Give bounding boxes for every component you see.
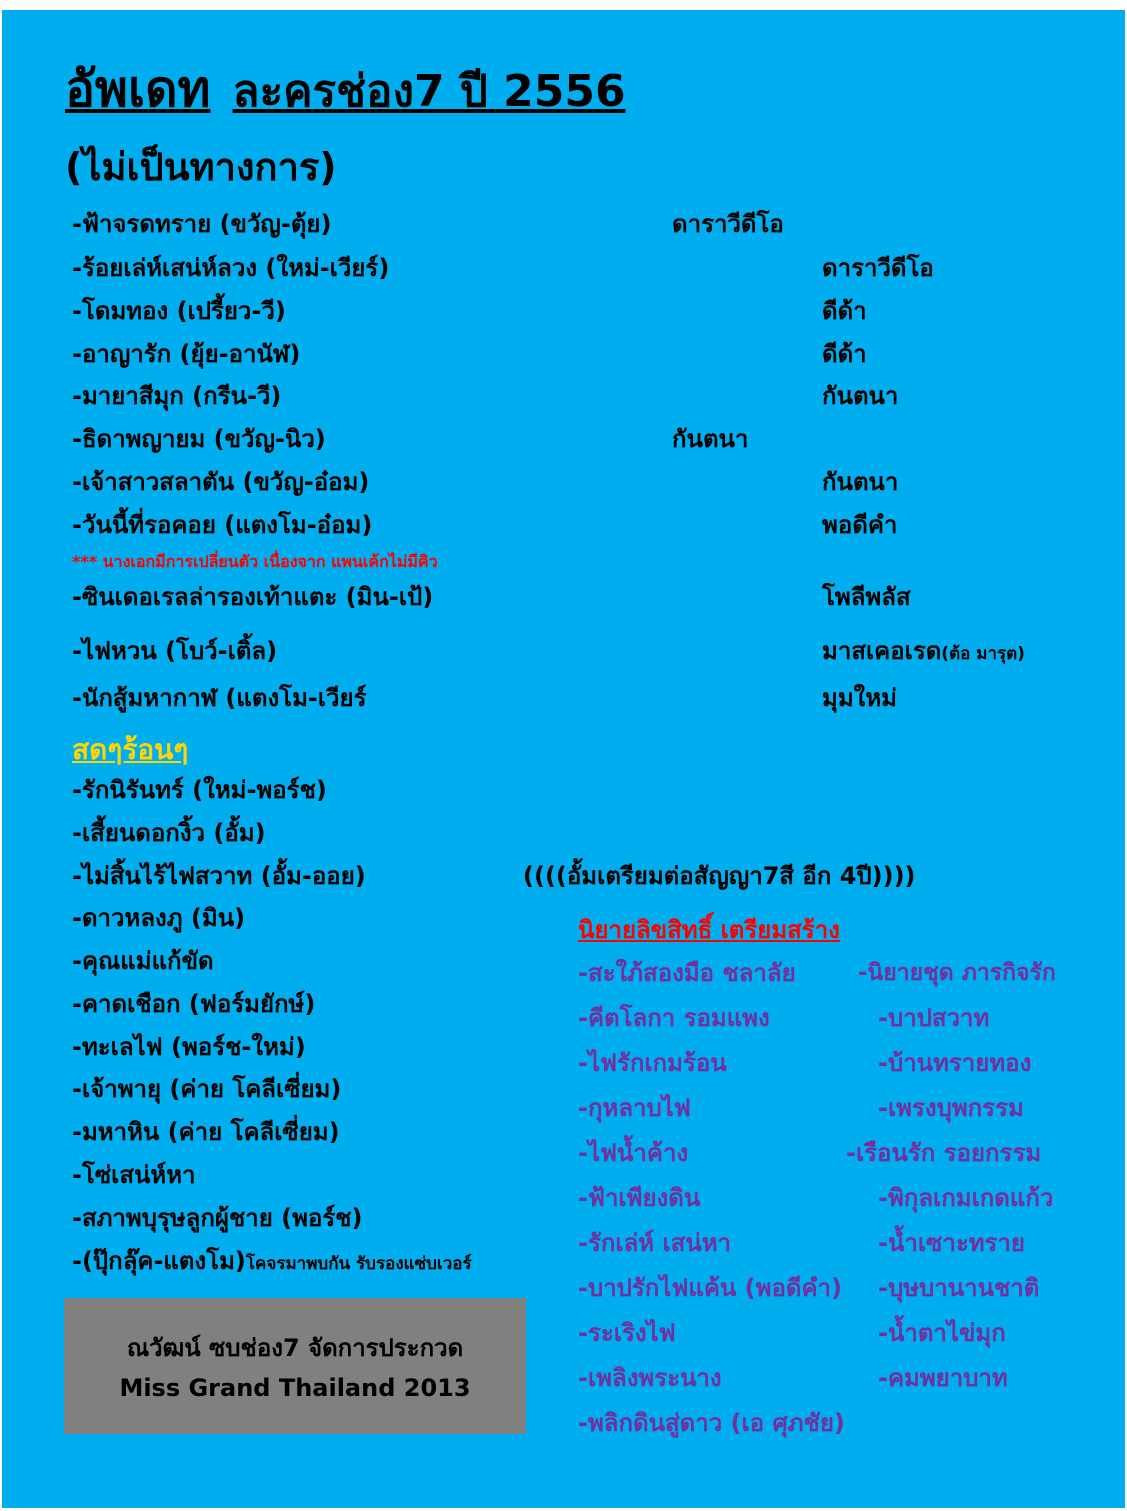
show-row: [72, 252, 934, 284]
show-row: [72, 466, 899, 498]
novel-item: -คมพยาบาท: [878, 1364, 1008, 1392]
hot-item: -คาดเชือก (ฟอร์มยักษ์): [72, 990, 316, 1018]
show-row: [72, 581, 911, 613]
show-title: -โดมทอง (เปรี้ยว-วี): [72, 297, 286, 325]
hot-item: -เจ้าพายุ (ค่าย โคลีเซี่ยม): [72, 1075, 342, 1103]
novel-item: -ไฟน้ำค้าง: [578, 1139, 689, 1167]
announcement-box: [64, 1298, 526, 1434]
novels-heading: นิยายลิขสิทธิ์ เตรียมสร้าง: [578, 916, 840, 944]
novel-item: -บาปสวาท: [878, 1004, 990, 1032]
hot-heading: สดๆร้อนๆ: [72, 733, 189, 766]
show-company: โพลีพลัส: [822, 583, 911, 611]
hot-item: [72, 1245, 472, 1280]
show-company: มาสเคอเรด: [822, 637, 942, 665]
hot-item: -โซ่เสน่ห์หา: [72, 1161, 196, 1189]
show-title: -มายาสีมุก (กรีน-วี): [72, 382, 282, 410]
novel-item: -ไฟรักเกมร้อน: [578, 1049, 727, 1077]
show-company: ดีด้า: [822, 340, 867, 368]
show-row: [72, 423, 749, 455]
hot-item: -ทะเลไฟ (พอร์ช-ใหม่): [72, 1033, 306, 1061]
hot-item-main: -(ปุ๊กลุ๊ค-แตงโม): [72, 1247, 246, 1275]
show-row: [72, 295, 867, 327]
page-title: [65, 50, 626, 129]
novel-item: -ระเริงไฟ: [578, 1319, 676, 1347]
hot-item: -ดาวหลงภู (มิน): [72, 904, 246, 932]
show-title: -ร้อยเล่ห์เสน่ห์ลวง (ใหม่-เวียร์): [72, 254, 390, 282]
contract-note: ((((อั้มเตรียมต่อสัญญา7สี อีก 4ปี)))): [523, 862, 916, 890]
show-company: ดาราวีดีโอ: [822, 254, 934, 282]
show-row: [72, 208, 784, 240]
show-row: [72, 380, 899, 412]
warning-note: *** นางเอกมีการเปลี่ยนตัว เนื่องจาก แพนเค้กไม่มีคิว: [72, 552, 438, 571]
show-title: -ฟ้าจรดทราย (ขวัญ-ตุ้ย): [72, 210, 332, 238]
announcement-line-2: Miss Grand Thailand 2013: [119, 1374, 471, 1402]
show-title: -เจ้าสาวสลาตัน (ขวัญ-อ๋อม): [72, 468, 370, 496]
novel-item: -รักเล่ห์ เสน่หา: [578, 1229, 732, 1257]
show-title: -อาญารัก (ยุ้ย-อานัฬ): [72, 340, 301, 368]
hot-item: -รักนิรันทร์ (ใหม่-พอร์ช): [72, 776, 327, 804]
show-row: [72, 509, 898, 541]
novel-item: -กุหลาบไฟ: [578, 1094, 691, 1122]
show-company: มุมใหม่: [822, 684, 897, 712]
novel-item: -บุษบานานชาติ: [878, 1274, 1040, 1302]
hot-item: -สภาพบุรุษลูกผู้ชาย (พอร์ช): [72, 1204, 363, 1232]
novel-item: -เรือนรัก รอยกรรม: [846, 1139, 1042, 1167]
novel-item: -ฟ้าเพียงดิน: [578, 1184, 701, 1212]
show-company-note: (ต้อ มารุต): [941, 644, 1025, 664]
show-row: [72, 338, 867, 370]
show-company: กันตนา: [822, 468, 899, 496]
novel-item: -บาปรักไฟแค้น (พอดีคำ): [578, 1274, 842, 1302]
show-title: -ไฟหวน (โบว์-เติ้ล): [72, 637, 278, 665]
show-row: [72, 635, 1025, 667]
title-rest: ละครช่อง7 ปี 2556: [232, 66, 626, 117]
page-subtitle: (ไม่เป็นทางการ): [65, 145, 337, 189]
novel-item: -พลิกดินสู่ดาว (เอ ศุภชัย): [578, 1409, 845, 1437]
show-company: กันตนา: [672, 425, 749, 453]
show-company: พอดีคำ: [822, 511, 898, 539]
show-company-group: [822, 635, 1025, 670]
hot-item: -เสี้ยนดอกงิ้ว (อั้ม): [72, 819, 266, 847]
show-title: -ธิดาพญายม (ขวัญ-นิว): [72, 425, 326, 453]
hot-item: -ไม่สิ้นไร้ไฟสวาท (อั้ม-ออย): [72, 862, 366, 890]
announcement-line-1: ณวัฒน์ ซบช่อง7 จัดการประกวด: [126, 1334, 464, 1362]
hot-item: -คุณแม่แก้ขัด: [72, 947, 214, 975]
show-title: -นักสู้มหากาฬ (แตงโม-เวียร์: [72, 684, 367, 712]
hot-item: -มหาหิน (ค่าย โคลีเซี่ยม): [72, 1118, 340, 1146]
show-company: ดีด้า: [822, 297, 867, 325]
novel-item: -คีตโลกา รอมแพง: [578, 1004, 770, 1032]
show-company: ดาราวีดีโอ: [672, 210, 784, 238]
title-word: อัพเดท: [65, 60, 211, 118]
show-title: -ซินเดอเรลล่ารองเท้าแตะ (มิน-เป้): [72, 583, 434, 611]
novel-item: -นิยายชุด ภารกิจรัก: [858, 960, 1056, 986]
hot-item-tail: โคจรมาพบกัน รับรองแซ่บเวอร์: [245, 1254, 472, 1274]
novel-item: -น้ำเซาะทราย: [878, 1229, 1025, 1257]
show-title: -วันนี้ที่รอคอย (แตงโม-อ๋อม): [72, 511, 373, 539]
novel-item: -พิกุลเกมเกดแก้ว: [878, 1184, 1054, 1212]
novel-item: -เพลิงพระนาง: [578, 1364, 722, 1392]
show-row: [72, 682, 897, 714]
novel-item: -บ้านทรายทอง: [878, 1049, 1032, 1077]
novel-item: -สะใภ้สองมือ ชลาลัย: [578, 959, 796, 987]
novel-item: -น้ำตาไข่มุก: [878, 1319, 1006, 1347]
novel-item: -เพรงบุพกรรม: [878, 1094, 1024, 1122]
show-company: กันตนา: [822, 382, 899, 410]
